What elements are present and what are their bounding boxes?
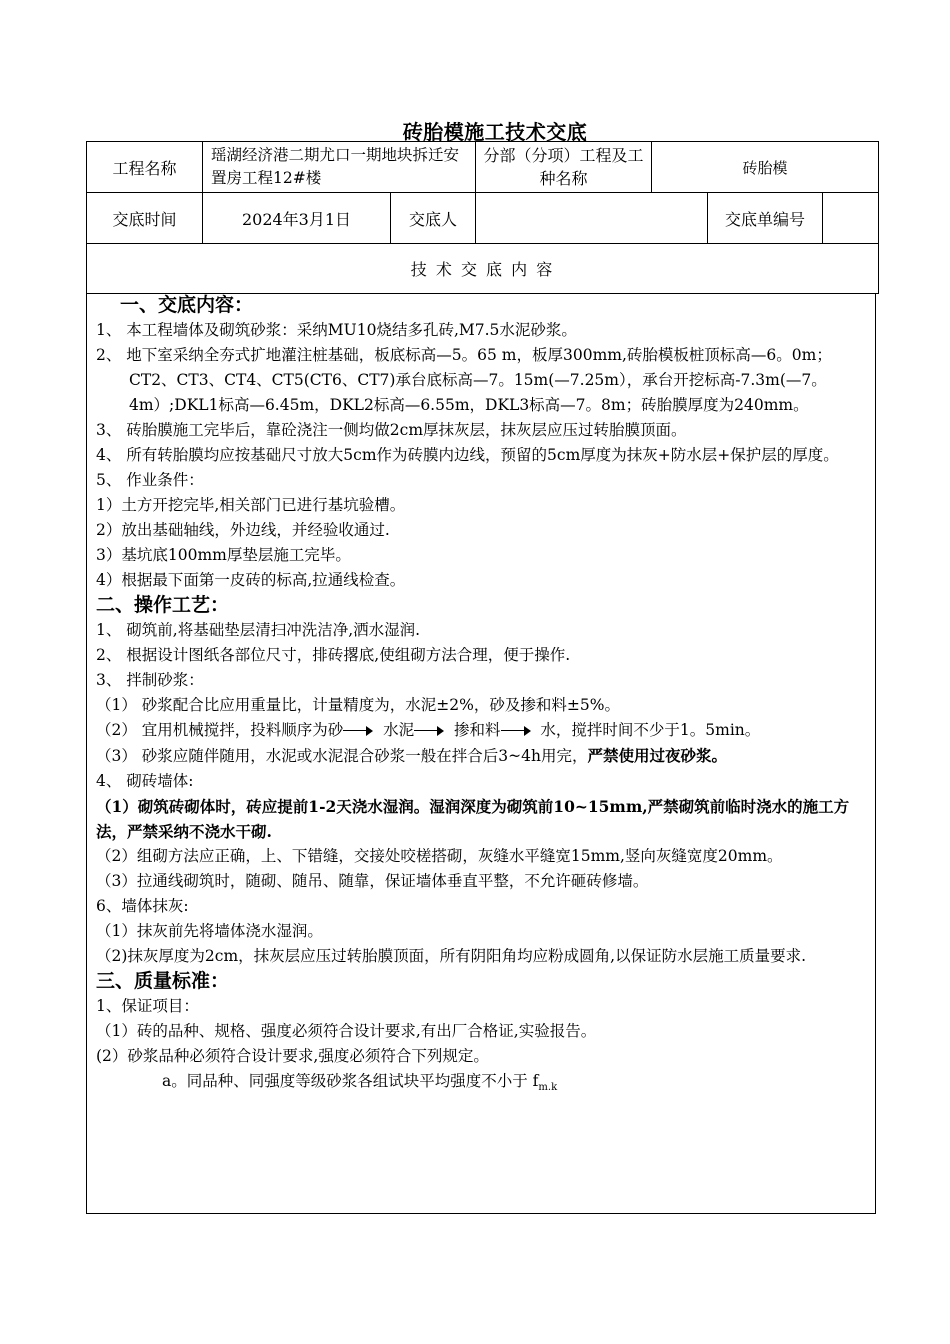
date-label: 交底时间 bbox=[87, 193, 203, 244]
item-3-1: 1、保证项目： bbox=[96, 997, 199, 1015]
item-2-6: 6、墙体抹灰: bbox=[96, 897, 189, 915]
item-1-3: 3、 砖胎膜施工完毕后，靠砼浇注一侧均做2cm厚抹灰层，抹灰层应压过转胎膜顶面。 bbox=[96, 421, 687, 439]
presenter-value bbox=[476, 193, 708, 244]
item-1-1: 1、 本工程墙体及砌筑砂浆：采纳MU10烧结多孔砖,M7.5水泥砂浆。 bbox=[96, 321, 577, 339]
strength-subscript: m.k bbox=[538, 1082, 558, 1094]
item-2-4-2: （2）组砌方法应正确，上、下错缝，交接处咬槎搭砌，灰缝水平缝宽15mm,竖向灰缝宽度20mm。 bbox=[96, 847, 783, 865]
item-2-3-3 bbox=[96, 743, 866, 769]
arrow-icon bbox=[343, 726, 373, 736]
doc-number-label: 交底单编号 bbox=[708, 193, 823, 244]
item-2-1: 1、 砌筑前,将基础垫层清扫冲洗洁净,洒水湿润. bbox=[96, 621, 421, 639]
item-2-4: 4、 砌砖墙体: bbox=[96, 772, 194, 790]
item-1-5-4: 4）根据最下面第一皮砖的标高,拉通线检查。 bbox=[96, 571, 406, 589]
item-2-2: 2、 根据设计图纸各部位尺寸，排砖撂底,使组砌方法合理，便于操作. bbox=[96, 646, 571, 664]
item-1-5-2: 2）放出基础轴线，外边线，并经验收通过. bbox=[96, 521, 390, 539]
mix-order-text-b: 水泥 bbox=[383, 721, 415, 739]
header-table bbox=[86, 141, 879, 294]
item-2-6-1: （1）抹灰前先将墙体浇水湿润。 bbox=[96, 922, 323, 940]
arrow-icon bbox=[501, 726, 531, 736]
item-1-4: 4、 所有转胎膜均应按基础尺寸放大5cm作为砖膜内边线，预留的5cm厚度为抹灰+防水层+保护层的厚度。 bbox=[96, 446, 839, 464]
doc-number-value bbox=[823, 193, 879, 244]
item-1-5-1: 1）土方开挖完毕,相关部门已进行基坑验槽。 bbox=[96, 496, 406, 514]
item-3-1-1: （1）砖的品种、规格、强度必须符合设计要求,有出厂合格证,实验报告。 bbox=[96, 1022, 597, 1040]
mortar-usage-text: （3） 砂浆应随伴随用，水泥或水泥混合砂浆一般在拌合后3~4h用完， bbox=[96, 747, 588, 765]
item-2-4-3: （3）拉通线砌筑时，随砌、随吊、随靠，保证墙体垂直平整，不允许砸砖修墙。 bbox=[96, 872, 649, 890]
mortar-warning-text: 严禁使用过夜砂浆。 bbox=[587, 746, 727, 765]
project-name-label: 工程名称 bbox=[87, 142, 203, 193]
section-2-heading: 二、操作工艺： bbox=[96, 594, 230, 616]
item-1-2: 2、 地下室采纳全夯式扩地灌注桩基础，板底标高—5。65 m，板厚300mm,砖胎模板桩顶标高—6。0m；CT2、CT3、CT4、CT5(CT6、CT7)承台底标高—7。15m(—7.25m），承台开挖标高-7.3m(—7。4m）;DKL1标高—6.45m，DKL2标高—6.55m，DKL3标高—7。8m；砖胎膜厚度为240mm。 bbox=[96, 346, 832, 414]
item-3-1-2: (2）砂浆品种必须符合设计要求,强度必须符合下列规定。 bbox=[96, 1047, 489, 1065]
strength-rule-text: a。同品种、同强度等级砂浆各组试块平均强度不小于 f bbox=[162, 1072, 539, 1090]
item-1-5: 5、 作业条件： bbox=[96, 471, 204, 489]
section-3-heading: 三、质量标准： bbox=[96, 970, 230, 992]
mix-order-text-d: 水，搅拌时间不少于1。5min。 bbox=[540, 721, 761, 739]
item-2-6-2: （2)抹灰厚度为2cm，抹灰层应压过转胎膜顶面，所有阴阳角均应粉成圆角,以保证防水层施工质量要求. bbox=[96, 947, 807, 965]
item-2-3-2 bbox=[96, 718, 866, 743]
section-1-heading: 一、交底内容： bbox=[120, 294, 254, 316]
date-value: 2024年3月1日 bbox=[203, 193, 391, 244]
mix-order-text-a: （2） 宜用机械搅拌，投料顺序为砂 bbox=[96, 721, 344, 739]
arrow-icon bbox=[414, 726, 444, 736]
item-3-1-2-a bbox=[96, 1069, 866, 1100]
project-name-value: 瑶湖经济港二期尤口一期地块拆迁安置房工程12#楼 bbox=[203, 142, 476, 193]
subproject-label: 分部（分项）工程及工种名称 bbox=[476, 142, 652, 193]
mix-order-text-c: 掺和料 bbox=[454, 721, 501, 739]
item-2-4-1: （1）砌筑砖砌体时，砖应提前1-2天浇水湿润。湿润深度为砌筑前10~15mm,严禁砌筑前临时浇水的施工方法，严禁采纳不浇水干砌. bbox=[96, 797, 850, 841]
presenter-label: 交底人 bbox=[391, 193, 476, 244]
item-2-3: 3、 拌制砂浆： bbox=[96, 671, 204, 689]
subproject-value: 砖胎模 bbox=[652, 142, 879, 193]
content-body bbox=[86, 293, 876, 1214]
item-1-5-3: 3）基坑底100mm厚垫层施工完毕。 bbox=[96, 546, 351, 564]
document-title: 砖胎模施工技术交底 bbox=[402, 120, 588, 144]
content-heading: 技 术 交 底 内 容 bbox=[87, 244, 879, 294]
item-2-3-1: （1） 砂浆配合比应用重量比，计量精度为，水泥±2%，砂及掺和料±5%。 bbox=[96, 696, 620, 714]
